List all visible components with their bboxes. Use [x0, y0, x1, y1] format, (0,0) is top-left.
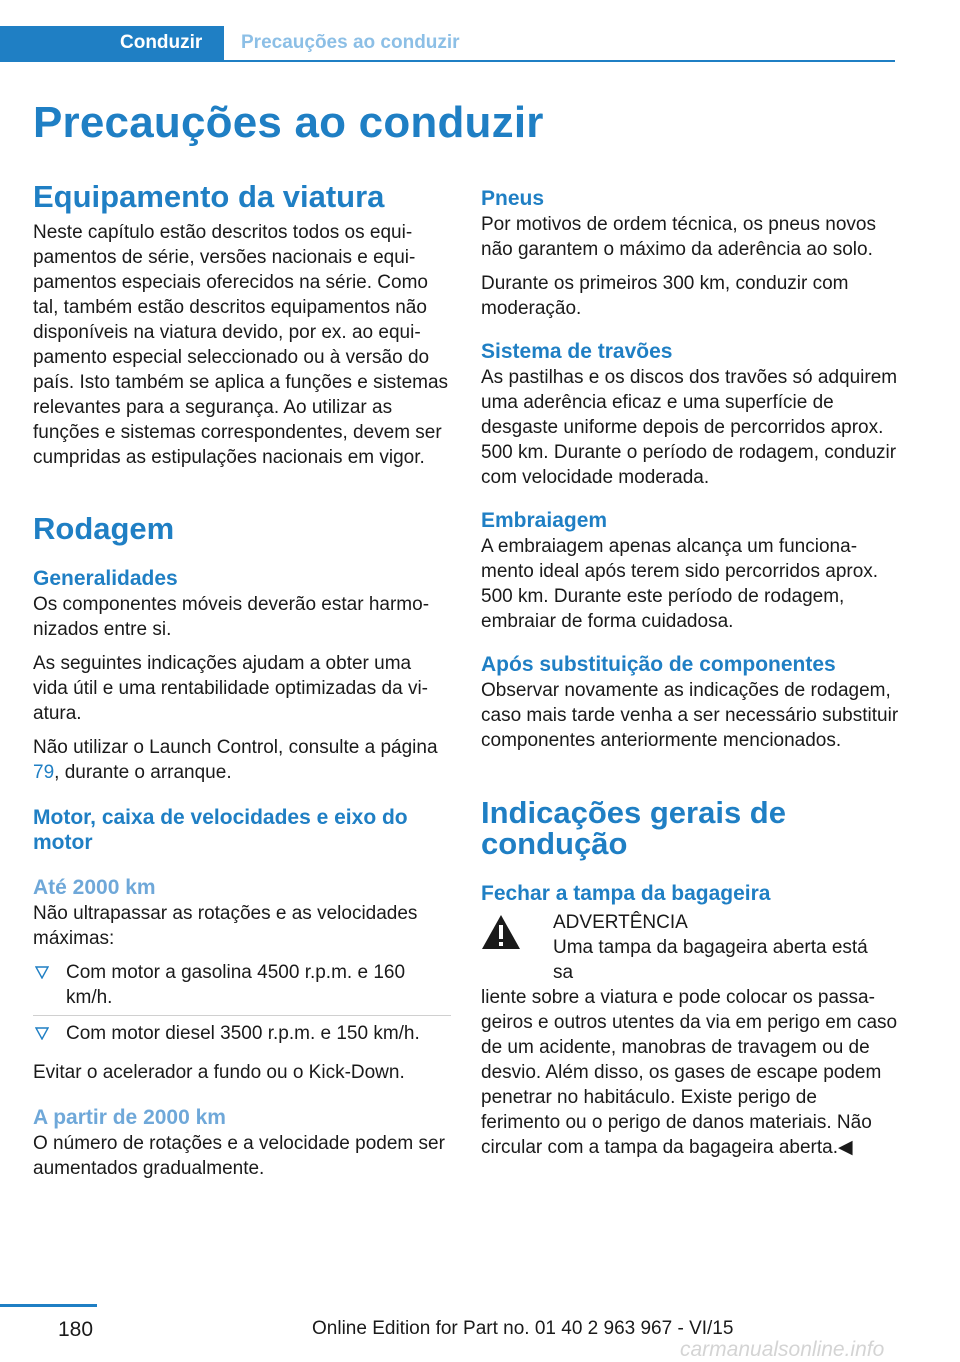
warning-text: liente sobre a viatura e pode colocar os passageiros e outros utentes da via em perigo em caso de um acidente, manobras de travagem ou de desvio. Além disso, os gases de escape podem penetrar no habitáculo. Existe perigo de ferimento ou o perigo de danos materiais. Não circular com a tampa da bagageira aberta.◀: [481, 987, 898, 1158]
watermark: carmanualsonline.info: [680, 1338, 885, 1361]
subheading-apos-substituicao: Após substituição de componentes: [481, 653, 836, 676]
subheading-travoes: Sistema de travões: [481, 340, 673, 363]
triangle-bullet-icon: [35, 966, 49, 979]
list-item: [33, 1015, 451, 1051]
paragraph-a-partir-2000: O número de rotações e a velocidade podem ser aumentados gradualmente.: [33, 1133, 445, 1179]
subheading-a-partir-2000: A partir de 2000 km: [33, 1106, 226, 1129]
bullet-list: [33, 955, 451, 1051]
paragraph-launch-control: [33, 735, 451, 785]
warning-block: [481, 910, 899, 1160]
chapter-tab-label: Conduzir: [120, 32, 203, 53]
subheading-ate-2000: Até 2000 km: [33, 876, 156, 899]
list-item: [33, 955, 451, 1015]
footer-divider: [0, 1304, 97, 1307]
warning-icon: [481, 914, 521, 950]
paragraph-travoes: As pastilhas e os discos dos travões só adquirem uma aderência eficaz e uma superfície de desgaste uniforme depois de percorridos aprox. 500 km. Durante o período de rodagem, conduzir com velocidade moderada.: [481, 367, 898, 488]
paragraph-generalidades-1: Os componentes móveis deverão estar harmonizados entre si.: [33, 594, 430, 640]
section-heading-indicacoes: Indicações gerais de condução: [481, 795, 786, 861]
subheading-motor: Motor, caixa de velocidades e eixo do motor: [33, 806, 408, 854]
section-heading-equipamento: Equipamento da viatura: [33, 179, 385, 214]
breadcrumb[interactable]: Precauções ao conduzir: [241, 32, 460, 53]
left-column: [33, 180, 451, 1190]
list-item-text: Com motor a gasolina 4500 r.p.m. e 160 km/h.: [66, 962, 406, 1008]
paragraph-ate-2000: Não ultrapassar as rotações e as velocidades máximas:: [33, 903, 418, 949]
paragraph-generalidades-2: As seguintes indicações ajudam a obter uma vida útil e uma rentabilidade optimizadas da viatura.: [33, 653, 428, 724]
header-divider: [224, 60, 895, 62]
page-number: 180: [58, 1318, 94, 1341]
triangle-bullet-icon: [35, 1027, 49, 1040]
subheading-embraiagem: Embraiagem: [481, 509, 608, 532]
paragraph-apos-substituicao: Observar novamente as indicações de rodagem, caso mais tarde venha a ser necessário substituir componentes anteriormente mencionados.: [481, 680, 899, 751]
subheading-pneus: Pneus: [481, 187, 545, 210]
list-item-text: Com motor diesel 3500 r.p.m. e 150 km/h.: [66, 1023, 420, 1044]
right-column: [481, 180, 899, 1160]
paragraph-embraiagem: A embraiagem apenas alcança um funcionamento ideal após terem sido percorridos aprox. 500 km. Durante este período de rodagem, embraiar de forma cuidadosa.: [481, 536, 879, 632]
paragraph-evitar: Evitar o acelerador a fundo ou o Kick-Down.: [33, 1062, 405, 1083]
launch-text-before: Não utilizar o Launch Control, consulte a página: [33, 737, 438, 758]
warning-title: ADVERTÊNCIA: [553, 912, 688, 933]
paragraph-pneus-1: Por motivos de ordem técnica, os pneus novos não garantem o máximo da aderência ao solo.: [481, 214, 876, 260]
page-link-79[interactable]: 79: [33, 762, 55, 783]
page-header: [0, 26, 895, 62]
launch-text-after: , durante o arranque.: [54, 762, 232, 783]
subheading-generalidades: Generalidades: [33, 567, 178, 590]
section-heading-rodagem: Rodagem: [33, 511, 175, 546]
page-title: Precauções ao conduzir: [33, 98, 544, 147]
chapter-tab[interactable]: [0, 26, 224, 62]
subheading-fechar-bagageira: Fechar a tampa da bagageira: [481, 882, 771, 905]
warning-first-line: Uma tampa da bagageira aberta está sa: [553, 937, 868, 983]
edition-info: Online Edition for Part no. 01 40 2 963 967 - VI/15: [312, 1318, 734, 1339]
paragraph-equipamento: Neste capítulo estão descritos todos os equipamentos de série, versões nacionais e equipamentos especiais oferecidos na série. Como tal, também estão descritos equipamentos não disponíveis na viatura devido, por ex. ao equipamento especial seleccionado ou à versão do país. Isto também se aplica a funções e sistemas relevantes para a segurança. Ao utilizar as funções e sistemas correspondentes, devem ser cumpridas as estipulações nacionais em vigor.: [33, 222, 449, 468]
paragraph-pneus-2: Durante os primeiros 300 km, conduzir com moderação.: [481, 273, 849, 319]
